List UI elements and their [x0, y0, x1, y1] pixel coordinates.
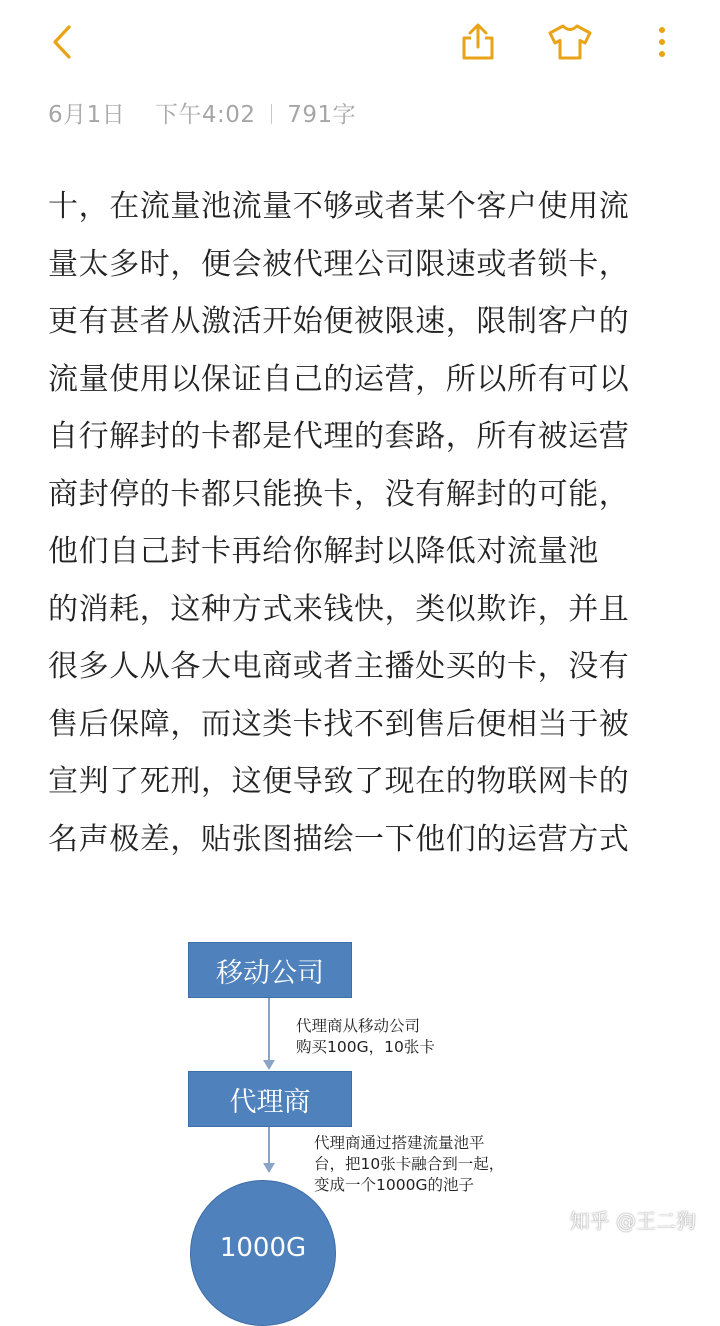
arrow-mobile-to-agent [268, 998, 270, 1068]
top-toolbar [0, 0, 720, 90]
embedded-diagram-image[interactable] [0, 930, 720, 1263]
body-line: 宣判了死刑，这便导致了现在的物联网卡的 [48, 764, 630, 799]
share-button[interactable] [454, 18, 502, 66]
note-line: 代理商从移动公司 [296, 1017, 421, 1035]
traffic-pool-circle: 1000G [190, 1180, 336, 1326]
note-line: 购买100G，10张卡 [296, 1038, 435, 1056]
more-button[interactable] [638, 18, 686, 66]
theme-button[interactable] [546, 18, 594, 66]
body-line: 名声极差，贴张图描绘一下他们的运营方式 [48, 821, 630, 857]
note-line: 代理商通过搭建流量池平 [314, 1134, 485, 1152]
tshirt-icon [546, 22, 594, 62]
mobile-company-box: 移动公司 [188, 942, 352, 998]
body-line: 量太多时，便会被代理公司限速或者锁卡， [48, 246, 630, 282]
body-line: 自行解封的卡都是代理的套路，所有被运营 [48, 419, 630, 454]
agent-box: 代理商 [188, 1071, 352, 1127]
meta-divider [271, 104, 272, 124]
note-meta [48, 96, 356, 129]
pool-note [314, 1133, 504, 1196]
body-line: 很多人从各大电商或者主播处买的卡，没有 [48, 649, 630, 684]
purchase-note [296, 1016, 435, 1058]
share-icon [458, 22, 498, 62]
body-line: 十，在流量池流量不够或者某个客户使用流 [48, 189, 630, 224]
body-line: 商封停的卡都只能换卡，没有解封的可能， [48, 476, 630, 512]
back-button[interactable] [38, 18, 86, 66]
zhihu-watermark: 知乎 @王二狗 [569, 1209, 696, 1233]
arrow-agent-to-pool [268, 1127, 270, 1171]
note-time: 下午4:02 [154, 102, 256, 128]
note-date: 6月1日 [48, 102, 126, 128]
note-line: 变成一个1000G的池子 [314, 1176, 474, 1194]
body-line: 售后保障，而这类卡找不到售后便相当于被 [48, 706, 630, 742]
more-vertical-icon [656, 22, 668, 62]
note-body[interactable] [48, 178, 678, 868]
body-line: 的消耗，这种方式来钱快，类似欺诈，并且 [48, 591, 630, 627]
word-count: 791字 [287, 102, 357, 128]
body-line: 流量使用以保证自己的运营，所以所有可以 [48, 361, 630, 397]
body-line: 他们自己封卡再给你解封以降低对流量池 [48, 534, 599, 569]
note-line: 台，把10张卡融合到一起， [314, 1155, 505, 1173]
chevron-left-icon [47, 22, 77, 62]
body-line: 更有甚者从激活开始便被限速，限制客户的 [48, 304, 630, 339]
